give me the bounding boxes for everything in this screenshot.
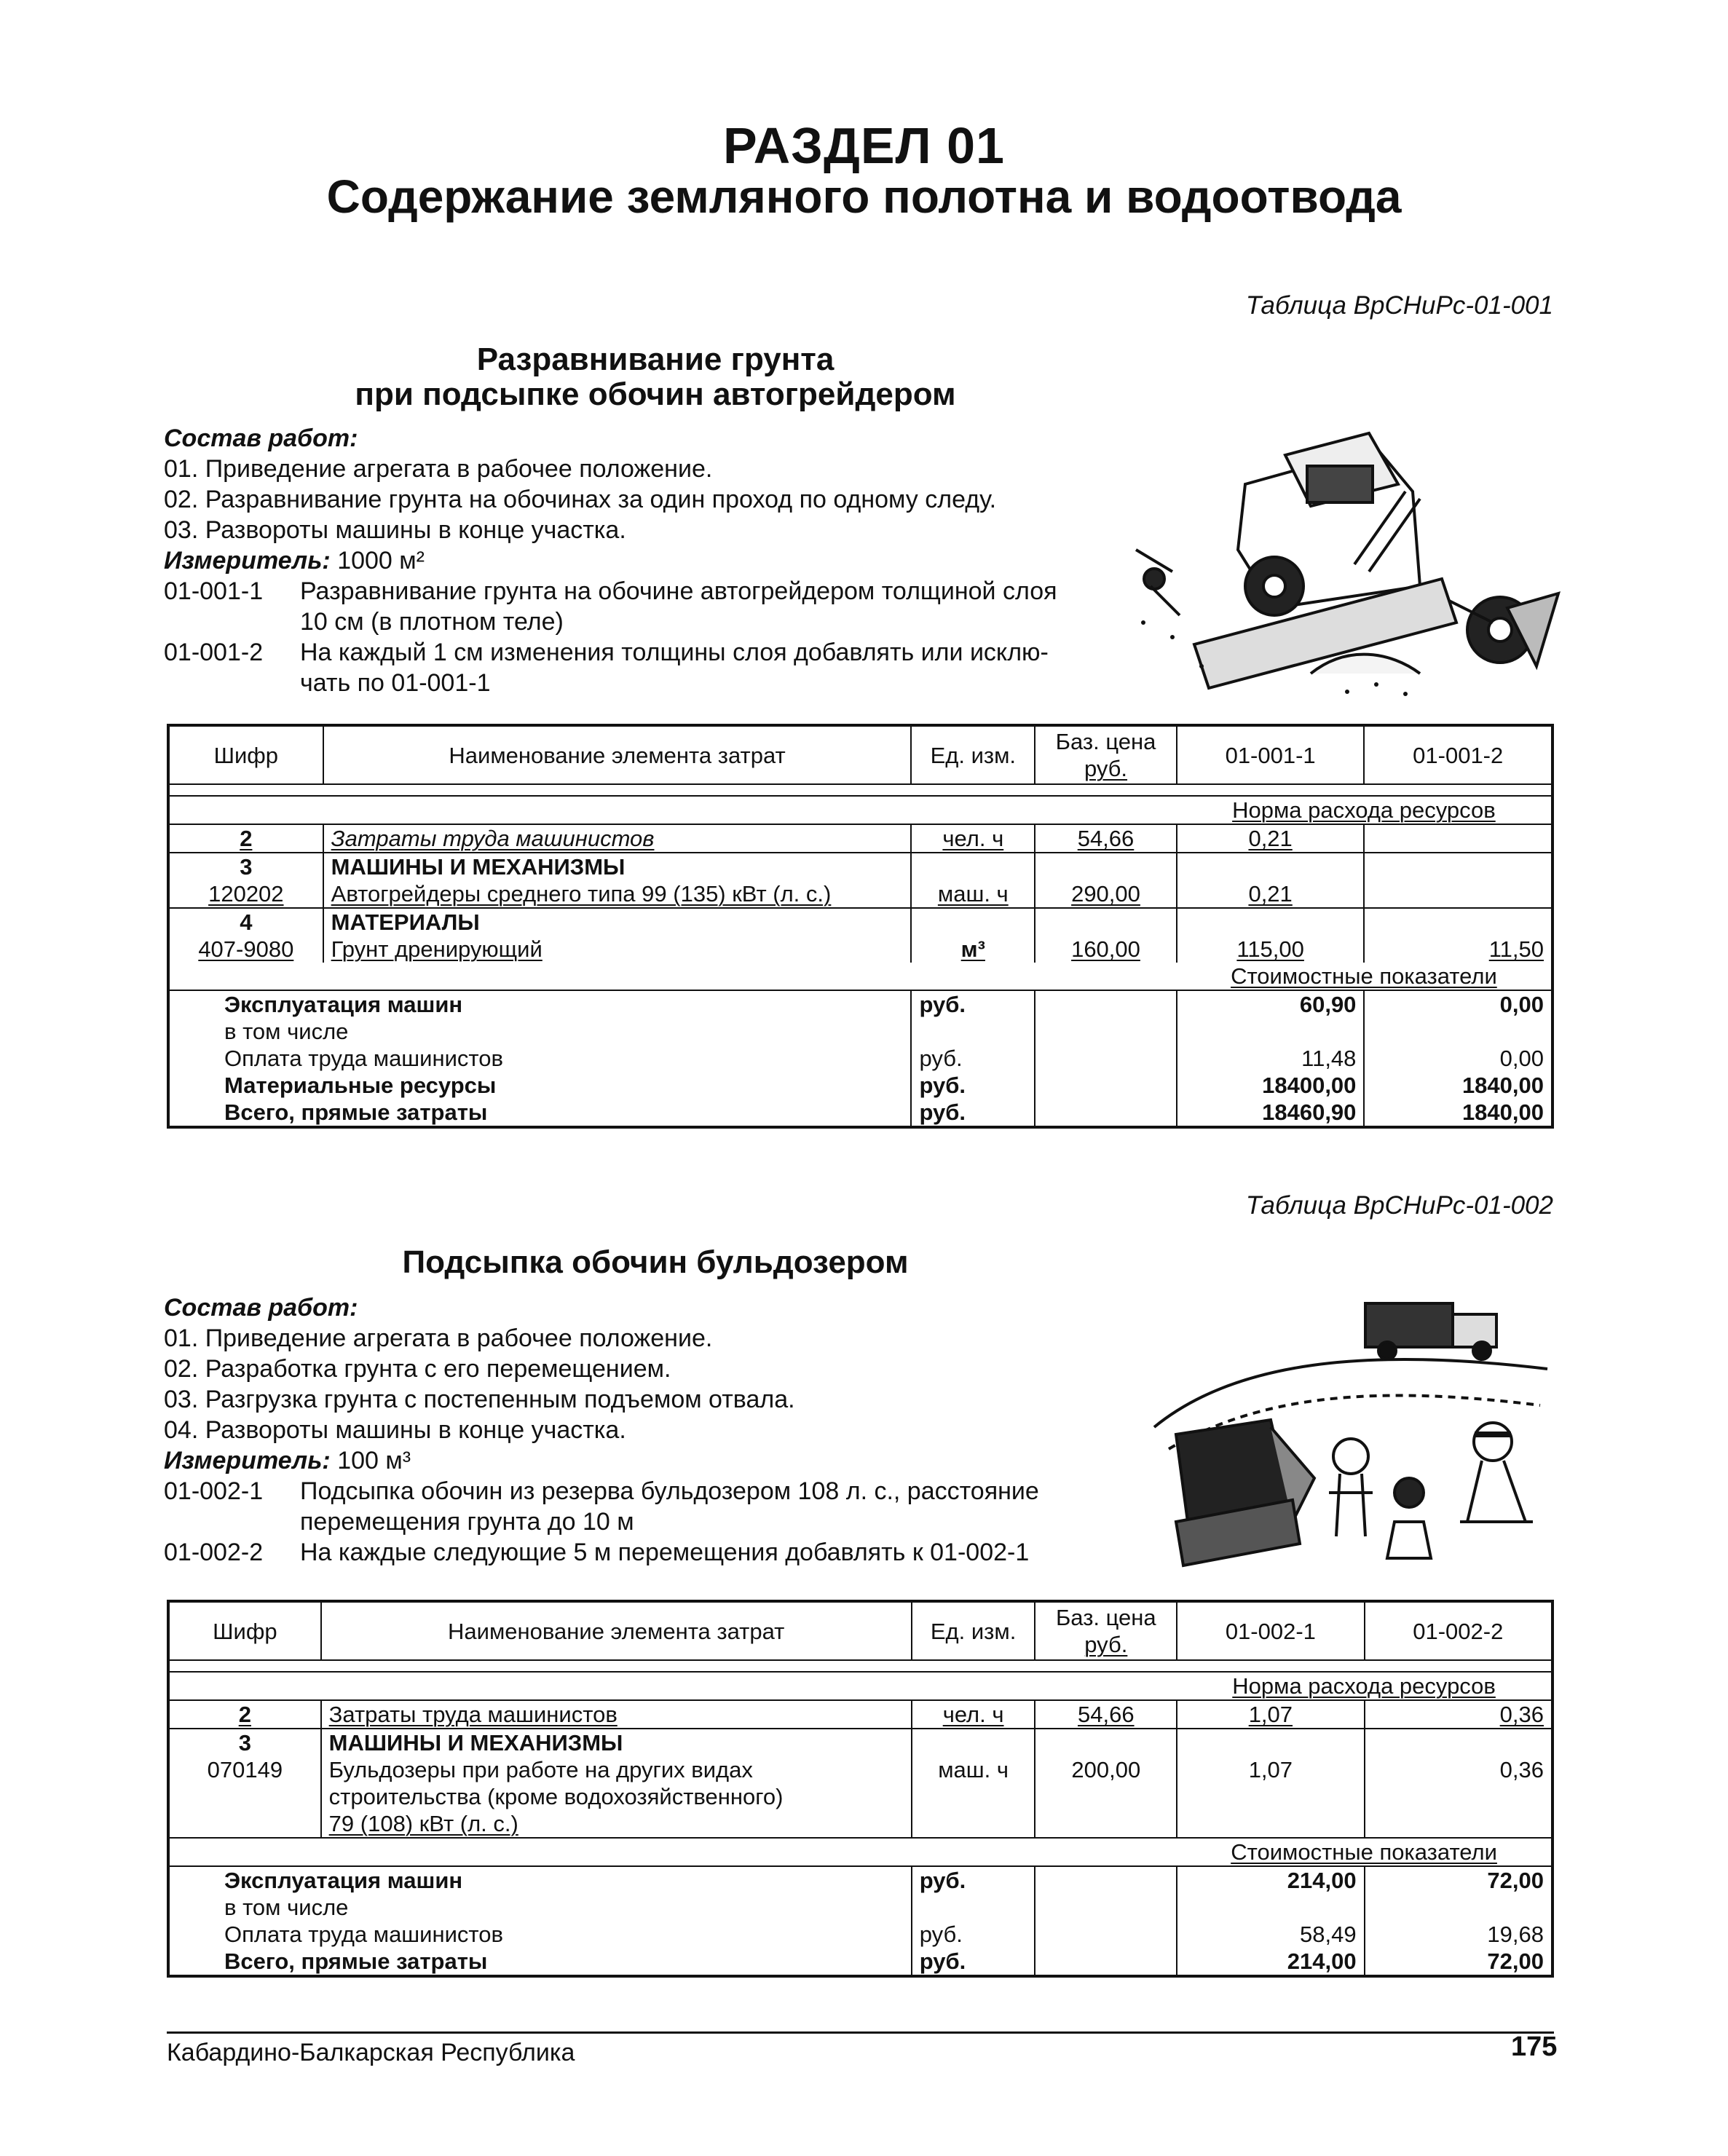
cell-v2: 11,50 <box>1364 936 1553 963</box>
cell-v1 <box>1177 853 1365 880</box>
cost-v1 <box>1177 1018 1365 1045</box>
cell-price <box>1035 1729 1177 1756</box>
spacer-row <box>168 784 1553 796</box>
item-line <box>164 577 1057 607</box>
norm-label: Норма расхода ресурсов <box>1177 796 1553 824</box>
cell-v2 <box>1364 853 1553 880</box>
cost-unit <box>911 1018 1035 1045</box>
cell-name-line: Бульдозеры при работе на других видах <box>328 1757 753 1782</box>
cell-name: МАШИНЫ И МЕХАНИЗМЫ <box>321 1729 912 1756</box>
cell-code: 2 <box>168 824 323 853</box>
item-line <box>164 1538 1029 1568</box>
work-step: 01. Приведение агрегата в рабочее положение. <box>164 455 713 483</box>
cost-unit: руб. <box>911 1045 1035 1072</box>
cell-name <box>321 1756 912 1838</box>
cell-v2 <box>1364 824 1553 853</box>
cell-v1: 0,21 <box>1177 824 1365 853</box>
cell-price <box>1035 908 1177 936</box>
item-line <box>164 638 1049 668</box>
header-code: Шифр <box>168 1601 321 1660</box>
cell-v1 <box>1177 908 1365 936</box>
cost-row <box>168 1072 1553 1099</box>
cost-name: Эксплуатация машин <box>168 990 911 1018</box>
cost-v2: 72,00 <box>1365 1866 1553 1894</box>
cost-v2 <box>1365 1894 1553 1921</box>
cell-price: 160,00 <box>1035 936 1177 963</box>
cost-v1: 11,48 <box>1177 1045 1365 1072</box>
resource-table <box>167 1600 1554 1978</box>
cell-v2 <box>1365 1729 1553 1756</box>
cell-code: 2 <box>168 1700 321 1729</box>
table-row <box>168 936 1553 963</box>
cell-name: Автогрейдеры среднего типа 99 (135) кВт (л. с.) <box>323 880 912 908</box>
cost-v2: 72,00 <box>1365 1948 1553 1976</box>
work-step: 02. Разравнивание грунта на обочинах за один проход по одному следу. <box>164 486 997 513</box>
item-code: 01-001-2 <box>164 639 264 666</box>
cell-code: 120202 <box>208 881 284 907</box>
cell-unit <box>911 853 1035 880</box>
cost-row <box>168 1948 1553 1976</box>
cost-unit: руб. <box>912 1948 1035 1976</box>
header-name: Наименование элемента затрат <box>321 1601 912 1660</box>
cell-name: МАТЕРИАЛЫ <box>323 908 912 936</box>
cell-unit: м³ <box>911 936 1035 963</box>
cell-v2: 0,36 <box>1365 1700 1553 1729</box>
table-title <box>291 342 1019 413</box>
header-code: Шифр <box>168 725 323 784</box>
table-title: Подсыпка обочин бульдозером <box>402 1244 909 1280</box>
cell-unit <box>912 1729 1035 1756</box>
cell-unit <box>911 908 1035 936</box>
cost-name: Эксплуатация машин <box>168 1866 912 1894</box>
table-title-line: при подсыпке обочин автогрейдером <box>355 376 956 413</box>
cell-code: 3 <box>168 853 323 880</box>
bulldozer-illustration <box>1147 1282 1555 1573</box>
cost-price-empty <box>1035 1866 1177 1894</box>
cell-price: 54,66 <box>1035 1700 1177 1729</box>
cost-name: в том числе <box>224 1895 349 1920</box>
table-row <box>168 1700 1553 1729</box>
table-row <box>168 1729 1553 1756</box>
table-row <box>168 908 1553 936</box>
measure-label: Измеритель: <box>164 1447 331 1474</box>
cost-price-empty <box>1035 1099 1177 1127</box>
cost-unit: руб. <box>911 990 1035 1018</box>
header-price-line: руб. <box>1084 1632 1128 1657</box>
cost-name: Оплата труда машинистов <box>224 1046 503 1071</box>
cost-name: Материальные ресурсы <box>224 1073 497 1098</box>
table-reference: Таблица ВрСНиРс-01-002 <box>1245 1191 1553 1220</box>
work-step: 01. Приведение агрегата в рабочее положение. <box>164 1324 713 1352</box>
item-desc-cont: перемещения грунта до 10 м <box>300 1508 634 1536</box>
cost-v1: 60,90 <box>1177 990 1365 1018</box>
header-price-line: Баз. цена <box>1055 1605 1156 1630</box>
cost-unit: руб. <box>911 1072 1035 1099</box>
cost-price-empty <box>1035 1921 1177 1948</box>
cell-v1 <box>1177 1729 1364 1756</box>
footer-divider <box>167 2031 1554 2034</box>
table-title-line: Разравнивание грунта <box>476 341 835 377</box>
cost-v2: 1840,00 <box>1364 1099 1553 1127</box>
section-subtitle: Содержание земляного полотна и водоотвода <box>326 170 1402 223</box>
cell-v1: 115,00 <box>1177 936 1365 963</box>
cost-row <box>168 1921 1553 1948</box>
cost-label: Стоимостные показатели <box>1231 963 1497 989</box>
cost-v1: 214,00 <box>1177 1948 1364 1976</box>
work-step: 03. Развороты машины в конце участка. <box>164 516 626 544</box>
cell-v1: 1,07 <box>1177 1756 1364 1838</box>
header-price-line: Баз. цена <box>1055 729 1156 754</box>
cell-v2 <box>1364 880 1553 908</box>
spacer-row <box>168 1660 1553 1672</box>
cost-v1: 18400,00 <box>1177 1072 1365 1099</box>
cost-name: в том числе <box>224 1019 349 1044</box>
cell-v2: 0,36 <box>1365 1756 1553 1838</box>
item-code: 01-002-1 <box>164 1477 264 1505</box>
section-title: РАЗДЕЛ 01 <box>723 117 1005 174</box>
cell-v1: 1,07 <box>1177 1700 1364 1729</box>
cost-v1: 58,49 <box>1177 1921 1364 1948</box>
header-price <box>1035 725 1177 784</box>
cell-v2 <box>1364 908 1553 936</box>
cell-price: 200,00 <box>1035 1756 1177 1838</box>
cell-name-line: 79 (108) кВт (л. с.) <box>328 1811 518 1836</box>
cost-v2: 0,00 <box>1364 1045 1553 1072</box>
cost-label-row <box>168 1838 1553 1866</box>
cost-name: Всего, прямые затраты <box>224 1948 488 1974</box>
work-composition-label: Состав работ: <box>164 425 358 452</box>
cost-unit: руб. <box>912 1866 1035 1894</box>
norm-label: Норма расхода ресурсов <box>1177 1672 1553 1700</box>
cost-row <box>168 1018 1553 1045</box>
header-price <box>1035 1601 1177 1660</box>
work-step: 04. Развороты машины в конце участка. <box>164 1416 626 1444</box>
table-header-row <box>168 1601 1553 1660</box>
work-step: 02. Разработка грунта с его перемещением. <box>164 1355 671 1383</box>
cost-name: Всего, прямые затраты <box>224 1099 488 1125</box>
header-price-line: руб. <box>1084 756 1128 781</box>
cell-v1: 0,21 <box>1177 880 1365 908</box>
header-col1: 01-001-1 <box>1177 725 1365 784</box>
page-number: 175 <box>1511 2031 1558 2062</box>
table-row <box>168 880 1553 908</box>
measure-value: 1000 м² <box>337 547 425 574</box>
table-header-row <box>168 725 1553 784</box>
table-row <box>168 853 1553 880</box>
header-unit: Ед. изм. <box>911 725 1035 784</box>
header-name: Наименование элемента затрат <box>323 725 912 784</box>
measure-label: Измеритель: <box>164 547 331 574</box>
header-col2: 01-002-2 <box>1365 1601 1553 1660</box>
cell-unit: маш. ч <box>912 1756 1035 1838</box>
cell-name: МАШИНЫ И МЕХАНИЗМЫ <box>323 853 912 880</box>
cost-v1 <box>1177 1894 1364 1921</box>
item-code: 01-001-1 <box>164 577 264 605</box>
measure <box>164 1446 411 1476</box>
cell-name: Грунт дренирующий <box>323 936 912 963</box>
header-unit: Ед. изм. <box>912 1601 1035 1660</box>
norm-label-row <box>168 1672 1553 1700</box>
cost-v1: 18460,90 <box>1177 1099 1365 1127</box>
cell-unit: чел. ч <box>911 824 1035 853</box>
measure <box>164 546 425 576</box>
cell-code: 4 <box>168 908 323 936</box>
cell-price: 54,66 <box>1035 824 1177 853</box>
resource-table <box>167 724 1554 1129</box>
cell-code: 070149 <box>207 1757 283 1782</box>
cost-unit <box>912 1894 1035 1921</box>
cost-unit: руб. <box>912 1921 1035 1948</box>
cell-code: 3 <box>168 1729 321 1756</box>
item-desc: Подсыпка обочин из резерва бульдозером 108 л. с., расстояние <box>300 1477 1039 1505</box>
table-row <box>168 1756 1553 1838</box>
header-col2: 01-001-2 <box>1364 725 1553 784</box>
item-desc-cont: чать по 01-001-1 <box>300 669 491 697</box>
cost-price-empty <box>1035 1894 1177 1921</box>
motor-grader-illustration <box>1129 404 1566 703</box>
work-step: 03. Разгрузка грунта с постепенным подъемом отвала. <box>164 1386 795 1413</box>
cost-v2: 0,00 <box>1364 990 1553 1018</box>
cell-price: 290,00 <box>1035 880 1177 908</box>
cost-name: Оплата труда машинистов <box>224 1922 503 1947</box>
cost-row <box>168 1045 1553 1072</box>
cell-unit: маш. ч <box>911 880 1035 908</box>
cell-code: 407-9080 <box>198 936 294 962</box>
cost-price-empty <box>1035 990 1177 1018</box>
cost-v1: 214,00 <box>1177 1866 1364 1894</box>
item-desc: На каждый 1 см изменения толщины слоя добавлять или исклю- <box>300 639 1049 666</box>
cost-v2: 1840,00 <box>1364 1072 1553 1099</box>
cost-price-empty <box>1035 1045 1177 1072</box>
cell-name-line: строительства (кроме водохозяйственного) <box>328 1784 784 1809</box>
cost-price-empty <box>1035 1948 1177 1976</box>
cell-name: Затраты труда машинистов <box>321 1700 912 1729</box>
cost-price-empty <box>1035 1072 1177 1099</box>
item-desc: На каждые следующие 5 м перемещения добавлять к 01-002-1 <box>300 1539 1030 1566</box>
cost-row <box>168 1894 1553 1921</box>
cost-v2 <box>1364 1018 1553 1045</box>
cost-label: Стоимостные показатели <box>1177 1838 1553 1866</box>
measure-value: 100 м³ <box>337 1447 411 1474</box>
cost-label-row <box>168 963 1553 990</box>
cost-price-empty <box>1035 1018 1177 1045</box>
item-line <box>164 1477 1039 1507</box>
item-code: 01-002-2 <box>164 1539 264 1566</box>
cost-v2: 19,68 <box>1365 1921 1553 1948</box>
table-row <box>168 824 1553 853</box>
work-composition-label: Состав работ: <box>164 1294 358 1322</box>
cell-unit: чел. ч <box>912 1700 1035 1729</box>
header-col1: 01-002-1 <box>1177 1601 1364 1660</box>
norm-label-row <box>168 796 1553 824</box>
cell-name: Затраты труда машинистов <box>323 824 912 853</box>
table-reference: Таблица ВрСНиРс-01-001 <box>1245 291 1553 320</box>
item-desc: Разравнивание грунта на обочине автогрейдером толщиной слоя <box>300 577 1057 605</box>
cost-row <box>168 1866 1553 1894</box>
cost-row <box>168 1099 1553 1127</box>
footer-region: Кабардино-Балкарская Республика <box>167 2039 575 2066</box>
cost-row <box>168 990 1553 1018</box>
item-desc-cont: 10 см (в плотном теле) <box>300 608 564 636</box>
cost-unit: руб. <box>911 1099 1035 1127</box>
cell-price <box>1035 853 1177 880</box>
